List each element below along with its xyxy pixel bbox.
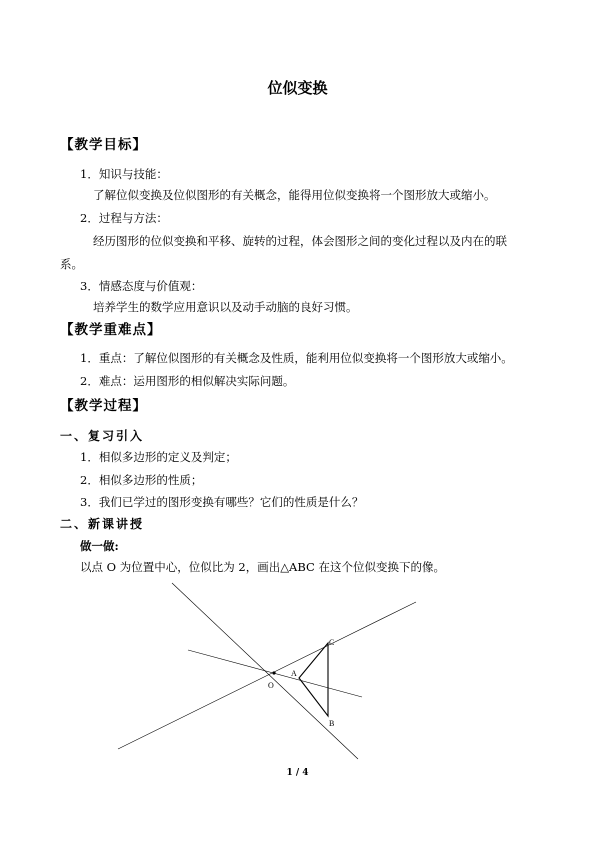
- part1-item2: 2．相似多边形的性质；: [80, 473, 203, 487]
- objectives-item1-text: 了解位似变换及位似图形的有关概念，能得用位似变换将一个图形放大或缩小。: [93, 188, 496, 202]
- key-points-item2: 2．难点：运用图形的相似解决实际问题。: [80, 374, 295, 388]
- point-o: [272, 671, 275, 674]
- label-c: C: [329, 638, 335, 647]
- objectives-item2-text-line1: 经历图形的位似变换和平移、旋转的过程，体会图形之间的变化过程以及内在的联: [93, 234, 507, 248]
- label-b: B: [329, 719, 335, 728]
- objectives-item2-text-line2: 系。: [60, 257, 83, 271]
- geometry-figure: [100, 575, 420, 760]
- part1-heading: 一、复习引入: [60, 429, 145, 443]
- triangle-abc: [299, 643, 328, 716]
- key-points-item1: 1．重点：了解位似图形的有关概念及性质，能利用位似变换将一个图形放大或缩小。: [80, 351, 513, 365]
- key-points-heading: 【教学重难点】: [60, 322, 162, 338]
- process-heading: 【教学过程】: [60, 398, 147, 414]
- label-a: A: [291, 669, 297, 678]
- activity-label: 做一做:: [80, 539, 119, 553]
- objectives-item3-text: 培养学生的数学应用意识以及动手动脑的良好习惯。: [93, 300, 358, 314]
- activity-text: 以点 O 为位置中心，位似比为 2，画出△ABC 在这个位似变换下的像。: [80, 560, 445, 574]
- line-through-c: [118, 602, 416, 749]
- objectives-heading: 【教学目标】: [60, 137, 147, 153]
- part1-item1: 1．相似多边形的定义及判定；: [80, 450, 237, 464]
- part1-item3: 3．我们已学过的图形变换有哪些？它们的性质是什么？: [80, 495, 364, 509]
- label-o: O: [268, 681, 274, 690]
- objectives-item1-title: 1．知识与技能：: [80, 167, 168, 181]
- page-number: 1 / 4: [286, 768, 309, 778]
- objectives-item3-title: 3．情感态度与价值观：: [80, 279, 203, 293]
- document-title: 位似变换: [267, 79, 328, 97]
- part2-heading: 二、新课讲授: [60, 517, 145, 531]
- objectives-item2-title: 2．过程与方法：: [80, 211, 168, 225]
